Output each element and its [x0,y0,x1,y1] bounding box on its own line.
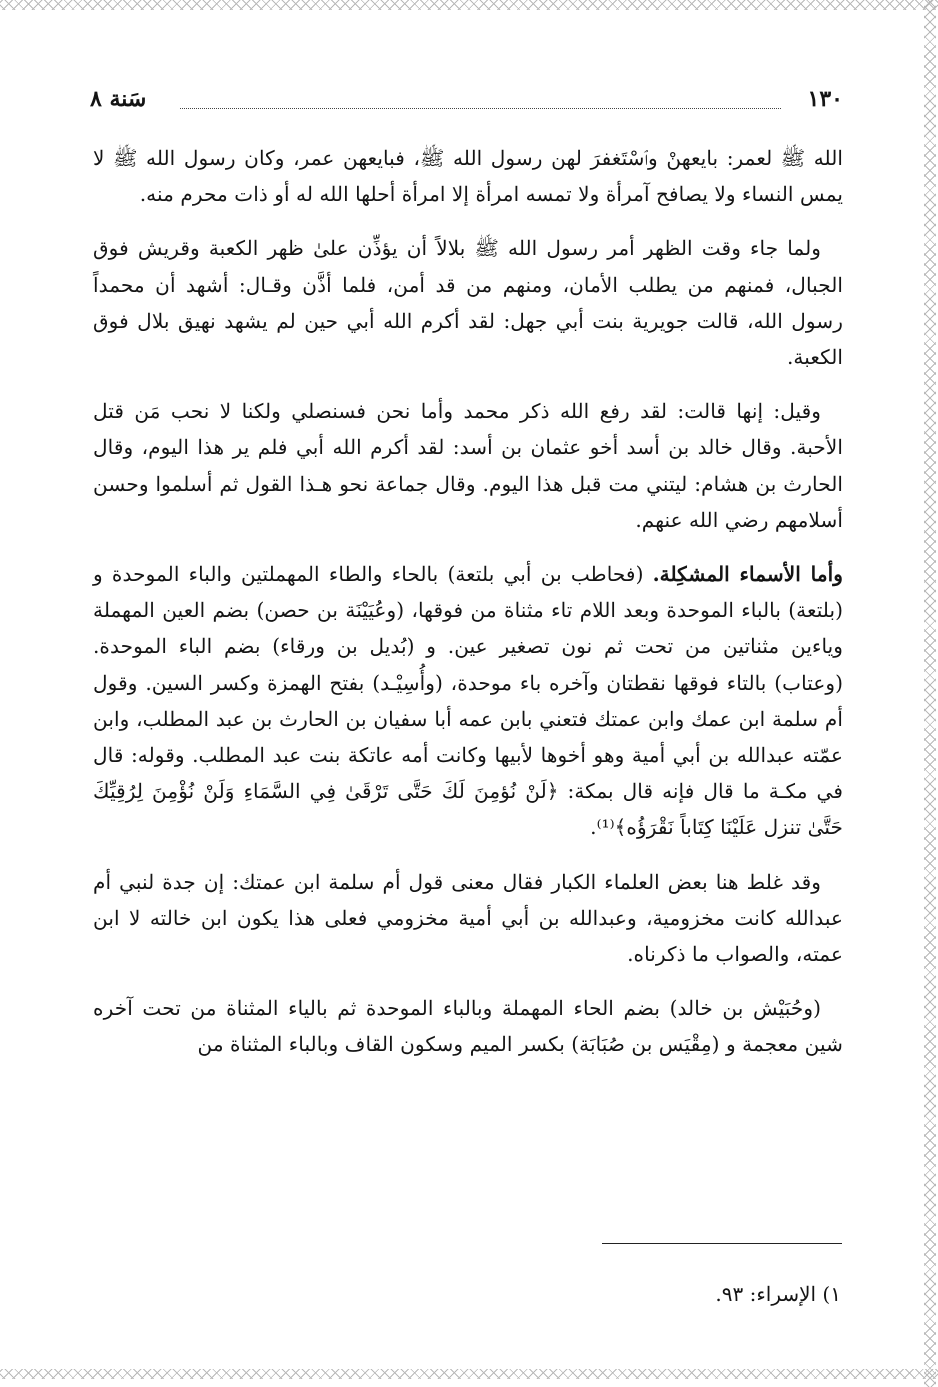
page-border-right [924,0,936,1387]
paragraph-2 [93,230,843,375]
page-header [90,86,843,118]
paragraph-4 [93,556,843,846]
footnote: ١) الإسراء: ٩٣. [715,1282,841,1306]
paragraph-6 [93,990,843,1062]
paragraph-3 [93,393,843,538]
running-title: سَنة ٨ [90,86,147,112]
paragraph-1 [93,140,843,212]
paragraph-2-text: ولما جاء وقت الظهر أمر رسول الله ﷺ بلالاً أن يؤذِّن علىٰ ظهر الكعبة وقريش فوق الجبال، فمنهم من يطلب الأمان، ومنهم من قد أمن، فلما أذَّن وقـال: أشهد أن محمداً رسول الله، قالت جويرية بنت أبي جهل: لقد أكرم الله أبي حين لم يشهد نهيق بلال فوق الكعبة. [93,236,843,370]
footnote-separator [602,1243,842,1244]
paragraph-4-lead: وأما الأسماء المشكِلة. [652,562,844,587]
page-border-top [0,0,938,10]
paragraph-3-text: وقيل: إنها قالت: لقد رفع الله ذكر محمد وأما نحن فسنصلي ولكنا لا نحب مَن قتل الأحبة. وقال خالد بن أسد أخو عثمان بن أسد: لقد أكرم الله أبي فلم ير هذا اليوم، وقال الحارث بن هشام: ليتني مت قبل هذا اليوم. وقال جماعة نحو هـذا القول ثم أسلموا وحسن أسلامهم رضي الله عنهم. [93,399,843,532]
paragraph-1-text: الله ﷺ لعمر: بايعهنْ وٱسْتَغفرَ لهن رسول الله ﷺ، فبايعهن عمر، وكان رسول الله ﷺ لا يمس النساء ولا يصافح آمرأة ولا تمسه امرأة إلا امرأة أحلها الله له أو ذات محرم منه. [93,146,843,207]
paragraph-5 [93,864,843,973]
page-border-bottom [0,1369,938,1379]
paragraph-4-text: (فحاطب بن أبي بلتعة) بالحاء والطاء المهملتين والباء الموحدة و (بلتعة) بالباء الموحدة وبعد اللام تاء مثناة من فوقها، (وعُيَيْنَة بن حصن) بضم العين المهملة وياءين مثناتين من تحت ثم نون تصغير عين. و (بُديل بن ورقاء) بضم الباء الموحدة. (وعتاب) بالتاء فوقها نقطتان وآخره باء موحدة، (وأُسِيْـد) بفتح الهمزة وكسر السين. وقول أم سلمة ابن عمك وابن عمتك فتعني بابن عمه أبا سفيان بن الحارث بن عبد المطلب، وابن عمّته عبدالله بن أبي أمية وهو أخوها لأبيها وكانت أمه عاتكة بنت عبد المطلب. وقوله: قال في مكـة ما قال فإنه قال بمكة: ﴿لَنْ نُؤمِنَ لَكَ حَتَّى تَرْقَىٰ فِي السَّمَاءِ وَلَنْ نُؤْمِنَ لِرُقِيِّكَ حَتَّىٰ تنزل عَلَيْنَا كِتَاباً نَقْرَؤُه﴾⁽¹⁾. [93,562,843,840]
paragraph-6-text: (وحُبَيْش بن خالد) بضم الحاء المهملة وبالباء الموحدة ثم بالياء المثناة من تحت آخره شين معجمة و (مِقْيَس بن صُبَابَة) بكسر الميم وسكون القاف وبالباء المثناة من [93,996,843,1057]
paragraph-5-text: وقد غلط هنا بعض العلماء الكبار فقال معنى قول أم سلمة ابن عمتك: إن جدة لنبي أم عبدالله كانت مخزومية، وعبدالله بن أبي أمية مخزومي فعلى هذا يكون ابن خالته لا ابن عمته، والصواب ما ذكرناه. [93,869,843,967]
header-dotted-rule [180,108,781,109]
body-text [93,140,843,1081]
page-number: ١٣٠ [807,86,843,112]
